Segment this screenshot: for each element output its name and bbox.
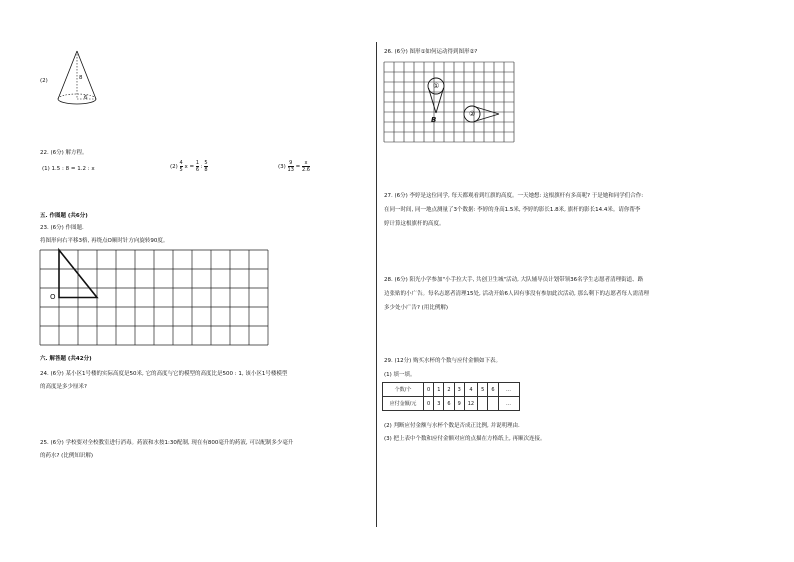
- denominator: 6: [195, 167, 200, 173]
- q25-line1: 25. (6分) 学校要对全校教室进行消毒。药液和水按1:30配制, 现在有800毫升的药液, 可以配制多少毫升: [40, 440, 294, 446]
- table-cell: 6: [488, 383, 498, 397]
- q29-title: 29. (12分) 购买水杯的个数与应付金额如下表。: [384, 358, 502, 364]
- table-cell: 3: [434, 397, 444, 411]
- q29-sub2: (2) 判断应付金额与水杯个数是否成正比例, 并说明理由.: [384, 423, 520, 429]
- section-6-heading: 六. 解答题 (共42分): [40, 356, 92, 362]
- q28-line3: 多少处小广告? (用比例解): [384, 305, 448, 311]
- q23-title: 23. (6分) 作图题.: [40, 225, 84, 231]
- table-cell: 3: [454, 383, 464, 397]
- table-cell: 5: [478, 383, 488, 397]
- q29-table: [382, 382, 520, 411]
- table-cell: 0: [424, 383, 434, 397]
- q25-line2: 的药水? (比例知识解): [40, 453, 93, 459]
- table-cell: [488, 397, 498, 411]
- fraction: [180, 160, 183, 173]
- fraction: [196, 160, 199, 173]
- table-cell: [478, 397, 488, 411]
- table-row: [383, 383, 520, 397]
- table-cell: …: [498, 397, 519, 411]
- q27-line1: 27. (6分) 李婷是这位同学, 每天都观看到红旗的高度。一天她想: 这根旗杆有多高呢? 于是她和同学们合作:: [384, 193, 644, 199]
- q22-part3-eq: =: [295, 164, 301, 170]
- fraction: [288, 160, 294, 173]
- table-cell: 1: [434, 383, 444, 397]
- fraction: [302, 160, 310, 173]
- q23-point-o: O: [50, 293, 56, 301]
- denominator: 5: [179, 167, 183, 173]
- q26-label-2: ②: [469, 110, 476, 118]
- numerator: 9: [289, 160, 293, 166]
- table-cell: 0: [424, 397, 434, 411]
- q27-line3: 婷计算这根旗杆的高度。: [384, 221, 445, 227]
- q28-line2: 边张贴的小广告。每名志愿者清理15处, 活动开始6人因有事没有参加此次活动, 那么剩下的志愿者每人需清理: [384, 291, 649, 297]
- denominator: 8: [204, 167, 208, 173]
- fraction: [204, 160, 207, 173]
- denominator: 13: [287, 167, 294, 173]
- q22-part2-label: (2): [170, 164, 178, 170]
- cone-height-label: 8: [79, 75, 83, 81]
- row-header: 应付金额/元: [383, 397, 424, 411]
- q22-part1: (1) 1.5 : 8 = 1.2 : x: [42, 166, 95, 172]
- table-cell: 12: [464, 397, 477, 411]
- denominator: 2.6: [302, 167, 310, 173]
- q23-grid: [40, 250, 272, 342]
- table-cell: …: [498, 383, 519, 397]
- table-cell: 9: [454, 397, 464, 411]
- row-header: 个数/个: [383, 383, 424, 397]
- q28-line1: 28. (6分) 阳光小学参加"小手拉大手, 共创卫生城"活动, 大队辅导员计划带领36名学生志愿者清理街道、路: [384, 277, 644, 283]
- cone-radius-label: 6: [84, 95, 88, 101]
- cone-label: (2): [40, 78, 48, 84]
- q23-text: 将图形向右平移3格, 再绕点O顺时针方向旋转90度。: [40, 238, 169, 244]
- q24-line2: 的高度是多少厘米?: [40, 384, 87, 390]
- section-5-heading: 五. 作图题 (共6分): [40, 213, 88, 219]
- numerator: 4: [179, 160, 183, 166]
- q26-point-b: B: [431, 116, 437, 124]
- numerator: x: [302, 160, 310, 167]
- q26-grid: [384, 62, 516, 144]
- q22-part2-colon: :: [200, 164, 203, 170]
- q26-title: 26. (6分) 图形①如何运动得到图形②?: [384, 49, 478, 55]
- q24-line1: 24. (6分) 某小区1号楼的实际高度是50米, 它的高度与它的模型的高度比是500 : 1, 该小区1号楼模型: [40, 371, 288, 377]
- q22-part3: [278, 160, 310, 173]
- table-cell: 2: [444, 383, 454, 397]
- table-row: [383, 397, 520, 411]
- q27-line2: 在同一时间, 同一地点测量了3个数据: 李婷的身高1.5米, 李婷的影长1.8米, 旗杆的影长14.4米。请你帮李: [384, 207, 641, 213]
- q22-title: 22. (6分) 解方程。: [40, 150, 88, 156]
- table-cell: 4: [464, 383, 477, 397]
- q22-part2-mid: x =: [184, 164, 195, 170]
- numerator: 1: [195, 160, 200, 166]
- table-cell: 6: [444, 397, 454, 411]
- q22-part2: [170, 160, 208, 173]
- q22-part3-label: (3): [278, 164, 286, 170]
- q29-sub1: (1) 填一填。: [384, 372, 416, 378]
- column-divider: [376, 42, 377, 527]
- q26-label-1: ①: [433, 82, 440, 90]
- numerator: 5: [204, 160, 208, 166]
- q29-sub3: (3) 把上表中个数和应付金额对应的点描在方格纸上, 再顺次连接。: [384, 436, 546, 442]
